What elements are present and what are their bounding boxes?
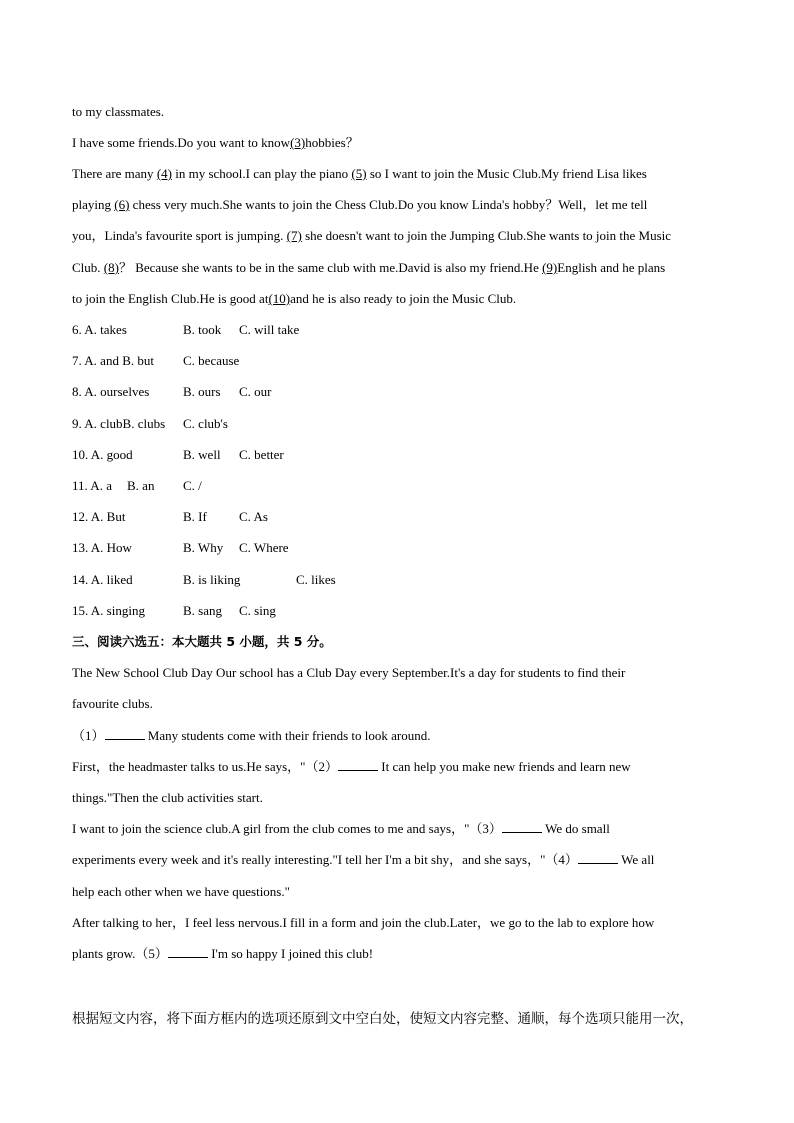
passage-text: There are many xyxy=(72,166,154,181)
option-c: C. will take xyxy=(239,322,300,337)
option-c: C. better xyxy=(239,447,284,462)
passage-line xyxy=(72,852,654,868)
passage-line xyxy=(72,821,610,837)
passage-text: English and he plans xyxy=(557,260,666,275)
instruction-text: 根据短文内容，将下面方框内的选项还原到文中空白处，使短文内容完整、通顺，每个选项只能用一次， xyxy=(72,1011,693,1027)
passage-text: We all xyxy=(621,852,655,867)
passage-text: I want to join the science club.A girl from the club comes to me and says，"（3） xyxy=(72,821,502,836)
option-a: 14. A. liked xyxy=(72,572,133,587)
passage-text: things."Then the club activities start. xyxy=(72,790,263,805)
passage-line xyxy=(72,166,647,182)
option-c: C. because xyxy=(183,353,240,368)
option-c: C. sing xyxy=(239,603,276,618)
passage-line xyxy=(72,104,164,120)
passage-text: playing xyxy=(72,197,111,212)
option-row xyxy=(72,353,239,369)
passage-text: to join the English Club.He is good at xyxy=(72,291,269,306)
option-a: 15. A. singing xyxy=(72,603,145,618)
option-c: C. our xyxy=(239,384,272,399)
passage-text: The New School Club Day Our school has a Club Day every September.It's a day for students to find their xyxy=(72,665,626,680)
blank-8: (8) xyxy=(103,260,119,275)
passage-text: After talking to her，I feel less nervous.I fill in a form and join the club.Later，we go to the lab to explore how xyxy=(72,915,655,930)
option-row xyxy=(72,509,268,525)
option-b: B. ours xyxy=(183,384,221,399)
passage-line xyxy=(72,696,153,712)
passage-line xyxy=(72,946,373,962)
option-row xyxy=(72,478,202,494)
passage-text: and he is also ready to join the Music Club. xyxy=(290,291,517,306)
passage-text: she doesn't want to join the Jumping Club.She wants to join the Music xyxy=(305,228,672,243)
passage-line xyxy=(72,135,359,151)
passage-line xyxy=(72,790,263,806)
passage-line xyxy=(72,915,654,931)
option-b: B. an xyxy=(127,478,155,493)
option-row xyxy=(72,416,228,432)
answer-blank xyxy=(105,728,145,740)
passage-text: I'm so happy I joined this club! xyxy=(211,946,374,961)
option-c: C. likes xyxy=(296,572,336,587)
option-a: 8. A. ourselves xyxy=(72,384,150,399)
passage-text: First，the headmaster talks to us.He says，"（2） xyxy=(72,759,338,774)
answer-blank xyxy=(168,946,208,958)
passage-line xyxy=(72,260,665,276)
passage-line xyxy=(72,228,671,244)
option-row xyxy=(72,447,284,463)
option-c: C. As xyxy=(239,509,268,524)
passage-line xyxy=(72,759,631,775)
option-a: 13. A. How xyxy=(72,540,132,555)
option-row xyxy=(72,384,272,400)
passage-text: I have some friends.Do you want to know xyxy=(72,135,291,150)
passage-text: experiments every week and it's really interesting."I tell her I'm a bit shy，and she says，"（4） xyxy=(72,852,578,867)
option-b: B. well xyxy=(183,447,221,462)
answer-blank xyxy=(338,759,378,771)
blank-4: (4) xyxy=(156,166,172,181)
option-a: 10. A. good xyxy=(72,447,133,462)
passage-text: chess very much.She wants to join the Chess Club.Do you know Linda's hobby？Well，let me tell xyxy=(132,197,648,212)
answer-blank xyxy=(578,852,618,864)
passage-line xyxy=(72,291,516,307)
blank-9: (9) xyxy=(542,260,558,275)
passage-text: plants grow.（5） xyxy=(72,946,168,961)
option-a: 9. A. clubB. clubs xyxy=(72,416,166,431)
passage-text: We do small xyxy=(545,821,610,836)
passage-text: so I want to join the Music Club.My friend Lisa likes xyxy=(369,166,647,181)
passage-text: you，Linda's favourite sport is jumping. xyxy=(72,228,284,243)
passage-text: It can help you make new friends and learn new xyxy=(381,759,631,774)
option-a: 7. A. and B. but xyxy=(72,353,154,368)
option-a: 11. A. a xyxy=(72,478,112,493)
option-b: B. is liking xyxy=(183,572,241,587)
option-b: B. sang xyxy=(183,603,222,618)
passage-text: favourite clubs. xyxy=(72,696,153,711)
option-b: B. took xyxy=(183,322,222,337)
passage-line xyxy=(72,197,647,213)
answer-blank xyxy=(502,821,542,833)
option-b: B. Why xyxy=(183,540,224,555)
passage-line xyxy=(72,665,625,681)
option-c: C. Where xyxy=(239,540,289,555)
blank-6: (6) xyxy=(114,197,130,212)
option-row xyxy=(72,603,276,619)
passage-line xyxy=(72,884,290,900)
option-row xyxy=(72,322,299,338)
option-row xyxy=(72,540,289,556)
passage-line xyxy=(72,728,430,744)
passage-text: to my classmates. xyxy=(72,104,165,119)
passage-text: hobbies？ xyxy=(305,135,359,150)
blank-5: (5) xyxy=(351,166,367,181)
passage-text: help each other when we have questions." xyxy=(72,884,290,899)
blank-10: (10) xyxy=(268,291,291,306)
blank-3: (3) xyxy=(290,135,306,150)
option-a: 6. A. takes xyxy=(72,322,127,337)
blank-7: (7) xyxy=(286,228,302,243)
passage-text: in my school.I can play the piano xyxy=(175,166,349,181)
blank-label: （1） xyxy=(72,728,105,743)
section-heading: 三、阅读六选五：本大题共 5 小题，共 5 分。 xyxy=(72,634,332,649)
option-c: C. club's xyxy=(183,416,228,431)
option-c: C. / xyxy=(183,478,202,493)
option-a: 12. A. But xyxy=(72,509,126,524)
passage-text: Many students come with their friends to look around. xyxy=(147,728,431,743)
option-row xyxy=(72,572,336,588)
passage-text: ？ Because she wants to be in the same club with me.David is also my friend.He xyxy=(118,260,539,275)
option-b: B. If xyxy=(183,509,207,524)
passage-text: Club. xyxy=(72,260,101,275)
